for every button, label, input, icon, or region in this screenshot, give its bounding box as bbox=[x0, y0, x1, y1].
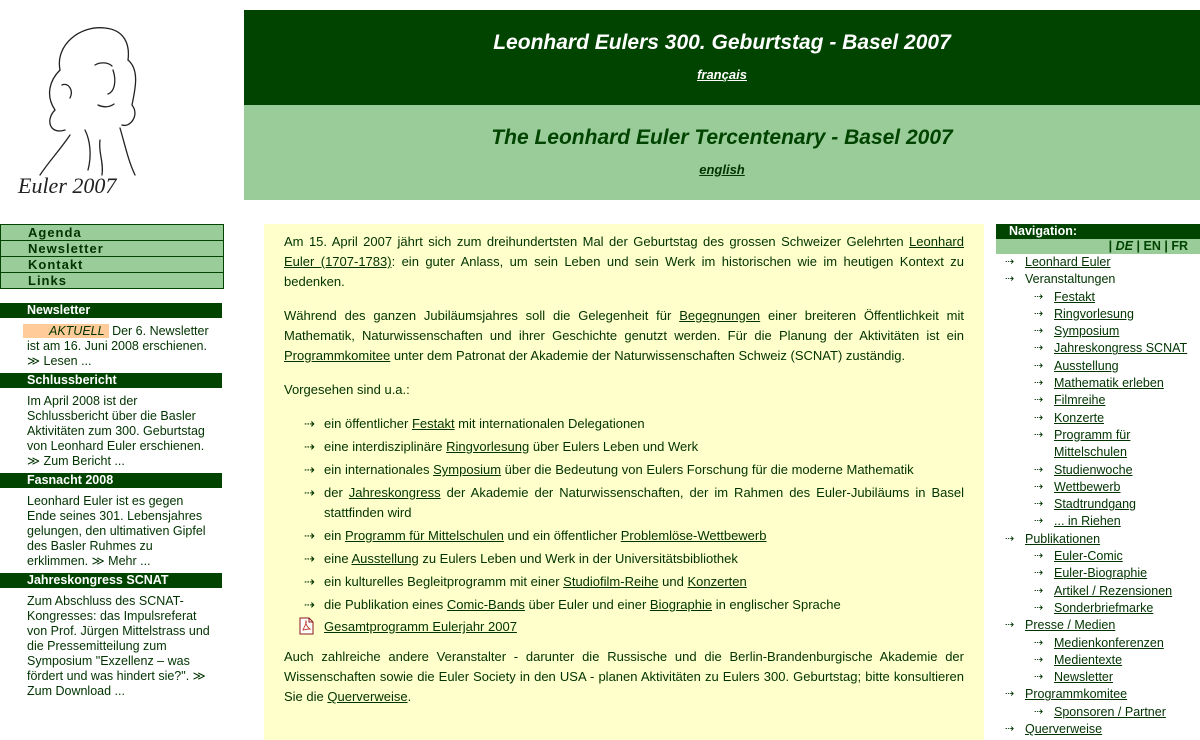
list-item: ⇢ eine Ausstellung zu Eulers Leben und Werk in der Universitätsbibliothek bbox=[284, 549, 964, 569]
arrow-icon: ⇢ bbox=[1005, 273, 1015, 286]
nav-item[interactable] bbox=[996, 375, 1200, 392]
text: unter dem Patronat der Akademie der Naturwissenschaften Schweiz (SCNAT) zuständig. bbox=[390, 348, 906, 363]
nav-item[interactable] bbox=[996, 686, 1200, 703]
nav-item[interactable] bbox=[996, 548, 1200, 565]
link-ausstellung[interactable]: Ausstellung bbox=[351, 551, 419, 566]
nav-item-label[interactable]: Publikationen bbox=[1025, 531, 1101, 546]
language-de[interactable]: DE bbox=[1115, 239, 1134, 253]
nav-item-label[interactable]: Konzerte bbox=[1054, 410, 1105, 425]
nav-item[interactable] bbox=[996, 358, 1200, 375]
pdf-download bbox=[284, 617, 964, 637]
pdf-icon bbox=[299, 617, 314, 635]
nav-item-label[interactable]: Programm für Mittelschulen bbox=[1054, 427, 1131, 460]
language-fr[interactable]: FR bbox=[1171, 239, 1188, 253]
nav-item-label[interactable]: Jahreskongress SCNAT bbox=[1054, 341, 1188, 356]
news-text: Im April 2008 ist der Schlussbericht über die Basler Aktivitäten zum 300. Geburtstag von Leonhard Euler erschienen. bbox=[27, 394, 205, 453]
arrow-icon: ⇢ bbox=[1034, 601, 1044, 614]
nav-item-label[interactable]: Programmkomitee bbox=[1025, 687, 1128, 702]
nav-item-label[interactable]: Euler-Comic bbox=[1054, 549, 1123, 564]
link-problemloese-wettbewerb[interactable]: Problemlöse-Wettbewerb bbox=[620, 528, 767, 543]
nav-item-label[interactable]: ... in Riehen bbox=[1054, 514, 1121, 529]
nav-item-label[interactable]: Mathematik erleben bbox=[1054, 376, 1164, 391]
arrow-icon: ⇢ bbox=[1034, 653, 1044, 666]
nav-item-label[interactable]: Artikel / Rezensionen bbox=[1054, 583, 1173, 598]
arrow-icon: ⇢ bbox=[1034, 428, 1044, 441]
nav-item-label[interactable]: Studienwoche bbox=[1054, 462, 1133, 477]
arrow-icon: ⇢ bbox=[1034, 411, 1044, 424]
left-menu-kontakt[interactable]: Kontakt bbox=[1, 257, 223, 273]
arrow-icon: ⇢ bbox=[1034, 342, 1044, 355]
nav-item[interactable] bbox=[996, 617, 1200, 634]
text: Am 15. April 2007 jährt sich zum dreihundertsten Mal der Geburtstag des grossen Schweizer Gelehrten bbox=[284, 234, 910, 249]
left-menu-newsletter[interactable]: Newsletter bbox=[1, 241, 223, 257]
nav-item[interactable] bbox=[996, 669, 1200, 686]
nav-item[interactable] bbox=[996, 583, 1200, 600]
nav-item[interactable] bbox=[996, 462, 1200, 479]
nav-item[interactable] bbox=[996, 392, 1200, 409]
list-item: ⇢ die Publikation eines Comic-Bands über Euler und einer Biographie in englischer Sprache bbox=[284, 595, 964, 615]
news-heading-newsletter: Newsletter bbox=[0, 303, 222, 318]
arrow-icon: ⇢ bbox=[1034, 290, 1044, 303]
arrow-icon: ⇢ bbox=[1034, 550, 1044, 563]
nav-item-label[interactable]: Sonderbriefmarke bbox=[1054, 600, 1154, 615]
link-begegnungen[interactable]: Begegnungen bbox=[679, 308, 761, 323]
news-heading-jahreskongress: Jahreskongress SCNAT bbox=[0, 573, 222, 588]
site-title-german: Leonhard Eulers 300. Geburtstag - Basel 2007 bbox=[493, 31, 951, 54]
language-switcher: | DE | EN | FR bbox=[996, 239, 1200, 254]
nav-heading: Navigation: bbox=[996, 224, 1200, 239]
nav-item[interactable] bbox=[996, 600, 1200, 617]
arrow-icon: ⇢ bbox=[1005, 256, 1015, 268]
arrow-icon: ⇢ bbox=[1005, 619, 1015, 632]
link-festakt[interactable]: Festakt bbox=[411, 416, 455, 431]
nav-item-label[interactable]: Querverweise bbox=[1025, 722, 1103, 737]
news-text: Leonhard Euler ist es gegen Ende seines 301. Lebensjahres gelungen, den ultimativen Gipfel des Basler Ruhmes zu erklimmen. bbox=[27, 494, 206, 568]
nav-item-label[interactable]: Presse / Medien bbox=[1025, 618, 1116, 633]
text: : ein guter Anlass, um sein Leben und sein Werk im historischen wie im heutigen Kontext zu bedenken. bbox=[284, 254, 964, 289]
nav-item-label[interactable]: Sponsoren / Partner bbox=[1054, 704, 1166, 719]
news-body-jahreskongress bbox=[0, 588, 222, 703]
news-body-newsletter bbox=[0, 318, 222, 373]
arrow-icon: ⇢ bbox=[1034, 359, 1044, 372]
nav-item[interactable] bbox=[996, 427, 1200, 462]
nav-item[interactable] bbox=[996, 410, 1200, 427]
arrow-icon: ⇢ bbox=[304, 528, 315, 543]
nav-item[interactable] bbox=[996, 254, 1200, 271]
nav-item[interactable] bbox=[996, 565, 1200, 582]
site-title-english: The Leonhard Euler Tercentenary - Basel 2007 bbox=[491, 126, 953, 149]
news-body-schlussbericht bbox=[0, 388, 222, 473]
link-jahreskongress[interactable]: Jahreskongress bbox=[348, 485, 441, 500]
nav-item[interactable] bbox=[996, 271, 1200, 288]
link-ringvorlesung[interactable]: Ringvorlesung bbox=[446, 439, 530, 454]
nav-item[interactable] bbox=[996, 704, 1200, 721]
list-item: ⇢ eine interdisziplinäre Ringvorlesung über Eulers Leben und Werk bbox=[284, 437, 964, 457]
news-link-jahreskongress[interactable]: ≫ Zum Download ... bbox=[27, 669, 206, 698]
language-link-english[interactable]: english bbox=[699, 162, 745, 177]
nav-item[interactable] bbox=[996, 721, 1200, 738]
arrow-icon: ⇢ bbox=[1005, 532, 1015, 545]
nav-item-label[interactable]: Festakt bbox=[1054, 289, 1095, 304]
link-biographie[interactable]: Biographie bbox=[649, 597, 713, 612]
link-programmkomitee[interactable]: Programmkomitee bbox=[284, 348, 391, 363]
arrow-icon: ⇢ bbox=[304, 485, 315, 500]
nav-item-label[interactable]: Wettbewerb bbox=[1054, 479, 1121, 494]
news-text: Zum Abschluss des SCNAT-Kongresses: das Impulsreferat von Prof. Jürgen Mittelstrass und die Pressemitteilung zum Symposium "Exzellenz – was fördert und was hindert sie?". bbox=[27, 594, 210, 683]
arrow-icon: ⇢ bbox=[304, 416, 315, 431]
other-organizers-paragraph bbox=[284, 647, 964, 707]
nav-item-label[interactable]: Ringvorlesung bbox=[1054, 306, 1134, 321]
arrow-icon: ⇢ bbox=[1034, 498, 1044, 511]
left-menu-agenda[interactable]: Agenda bbox=[1, 225, 223, 241]
nav-item[interactable] bbox=[996, 635, 1200, 652]
banner-german bbox=[244, 10, 1200, 105]
text: einer breiteren Öffentlichkeit mit Mathematik, Naturwissenschaften und ihrer Geschichte genutzt werden. Für die Planung der Aktivitäten ist ein bbox=[284, 308, 964, 343]
nav-item[interactable] bbox=[996, 340, 1200, 357]
arrow-icon: ⇢ bbox=[1034, 480, 1044, 493]
nav-item[interactable] bbox=[996, 652, 1200, 669]
arrow-icon: ⇢ bbox=[304, 439, 315, 454]
left-menu bbox=[0, 224, 224, 289]
link-querverweise[interactable]: Querverweise bbox=[327, 689, 408, 704]
news-body-fasnacht bbox=[0, 488, 222, 573]
arrow-icon: ⇢ bbox=[1034, 567, 1044, 580]
nav-item-label[interactable]: Ausstellung bbox=[1054, 358, 1119, 373]
arrow-icon: ⇢ bbox=[304, 551, 315, 566]
nav-item-label[interactable]: Newsletter bbox=[1054, 670, 1114, 685]
text: Auch zahlreiche andere Veranstalter - darunter die Russische und die Berlin-Brandenburgische Akademie der Wissenschaften sowie die Euler Society in den USA - planen Aktivitäten zu Eulers 300. Geburtstag; bitte konsultieren Sie die bbox=[284, 649, 964, 704]
list-item: ⇢ ein internationales Symposium über die Bedeutung von Eulers Forschung für die moderne Mathematik bbox=[284, 460, 964, 480]
main-content bbox=[264, 224, 984, 740]
euler-portrait-logo[interactable] bbox=[0, 10, 240, 200]
euler-portrait-icon bbox=[0, 10, 240, 200]
nav-item[interactable] bbox=[996, 513, 1200, 530]
nav-item[interactable] bbox=[996, 323, 1200, 340]
nav-item[interactable] bbox=[996, 496, 1200, 513]
arrow-icon: ⇢ bbox=[1034, 515, 1044, 528]
news-link-newsletter[interactable]: ≫ Lesen ... bbox=[27, 354, 92, 368]
list-item: ⇢ ein öffentlicher Festakt mit internationalen Delegationen bbox=[284, 414, 964, 434]
link-leonhard-euler[interactable]: Leonhard Euler (1707-1783) bbox=[284, 234, 964, 269]
news-heading-fasnacht: Fasnacht 2008 bbox=[0, 473, 222, 488]
link-konzerten[interactable]: Konzerten bbox=[687, 574, 747, 589]
link-gesamtprogramm-pdf[interactable]: Gesamtprogramm Eulerjahr 2007 bbox=[324, 619, 517, 634]
arrow-icon: ⇢ bbox=[1034, 463, 1044, 476]
arrow-icon: ⇢ bbox=[1034, 584, 1044, 597]
text: Während des ganzen Jubiläumsjahres soll die Gelegenheit für bbox=[284, 308, 680, 323]
arrow-icon: ⇢ bbox=[1034, 394, 1044, 407]
nav-item-label[interactable]: Leonhard Euler bbox=[1025, 255, 1111, 269]
arrow-icon: ⇢ bbox=[304, 462, 315, 477]
nav-item[interactable] bbox=[996, 289, 1200, 306]
link-programm-mittelschulen[interactable]: Programm für Mittelschulen bbox=[344, 528, 504, 543]
arrow-icon: ⇢ bbox=[1034, 325, 1044, 338]
link-studiofilm-reihe[interactable]: Studiofilm-Reihe bbox=[563, 574, 659, 589]
news-sidebar bbox=[0, 303, 222, 703]
banner-english bbox=[244, 105, 1200, 200]
arrow-icon: ⇢ bbox=[1034, 636, 1044, 649]
language-en[interactable]: EN bbox=[1143, 239, 1161, 253]
list-item: ⇢ der Jahreskongress der Akademie der Naturwissenschaften, der im Rahmen des Euler-Jubiläums in Basel stattfinden wird bbox=[304, 485, 964, 520]
activity-list bbox=[284, 414, 964, 615]
arrow-icon: ⇢ bbox=[1034, 705, 1044, 718]
arrow-icon: ⇢ bbox=[1005, 723, 1015, 736]
right-navigation bbox=[996, 224, 1200, 738]
nav-item-label: Veranstaltungen bbox=[1025, 272, 1116, 287]
aktuell-badge: AKTUELL bbox=[23, 324, 109, 338]
nav-item-label[interactable]: Symposium bbox=[1054, 324, 1120, 339]
news-link-fasnacht[interactable]: ≫ Mehr ... bbox=[91, 554, 151, 568]
arrow-icon: ⇢ bbox=[1005, 688, 1015, 701]
logo-signature: Euler 2007 bbox=[18, 173, 117, 198]
list-item: ⇢ ein Programm für Mittelschulen und ein öffentlicher Problemlöse-Wettbewerb bbox=[284, 526, 964, 546]
arrow-icon: ⇢ bbox=[304, 574, 315, 589]
nav-item[interactable] bbox=[996, 479, 1200, 496]
nav-item-label[interactable]: Filmreihe bbox=[1054, 393, 1106, 408]
left-menu-links[interactable]: Links bbox=[1, 273, 223, 288]
arrow-icon: ⇢ bbox=[1034, 671, 1044, 684]
arrow-icon: ⇢ bbox=[1034, 377, 1044, 390]
intro-paragraph bbox=[284, 232, 964, 292]
list-intro: Vorgesehen sind u.a.: bbox=[284, 382, 410, 397]
news-text: Der 6. Newsletter ist am 16. Juni 2008 erschienen. bbox=[27, 324, 209, 353]
nav-items bbox=[996, 254, 1200, 738]
text: . bbox=[407, 689, 412, 704]
nav-item-label[interactable]: Medientexte bbox=[1054, 652, 1123, 667]
language-link-french[interactable]: français bbox=[697, 67, 747, 82]
nav-item-label[interactable]: Medienkonferenzen bbox=[1054, 635, 1164, 650]
link-symposium[interactable]: Symposium bbox=[433, 462, 502, 477]
nav-item[interactable] bbox=[996, 306, 1200, 323]
nav-item-label[interactable]: Euler-Biographie bbox=[1054, 566, 1148, 581]
arrow-icon: ⇢ bbox=[304, 597, 315, 612]
news-heading-schlussbericht: Schlussbericht bbox=[0, 373, 222, 388]
nav-item[interactable] bbox=[996, 531, 1200, 548]
arrow-icon: ⇢ bbox=[1034, 307, 1044, 320]
planning-paragraph bbox=[284, 306, 964, 366]
list-item: ⇢ ein kulturelles Begleitprogramm mit einer Studiofilm-Reihe und Konzerten bbox=[284, 572, 964, 592]
nav-item-label[interactable]: Stadtrundgang bbox=[1054, 497, 1137, 512]
link-comic-bands[interactable]: Comic-Bands bbox=[446, 597, 525, 612]
news-link-schlussbericht[interactable]: ≫ Zum Bericht ... bbox=[27, 454, 125, 468]
